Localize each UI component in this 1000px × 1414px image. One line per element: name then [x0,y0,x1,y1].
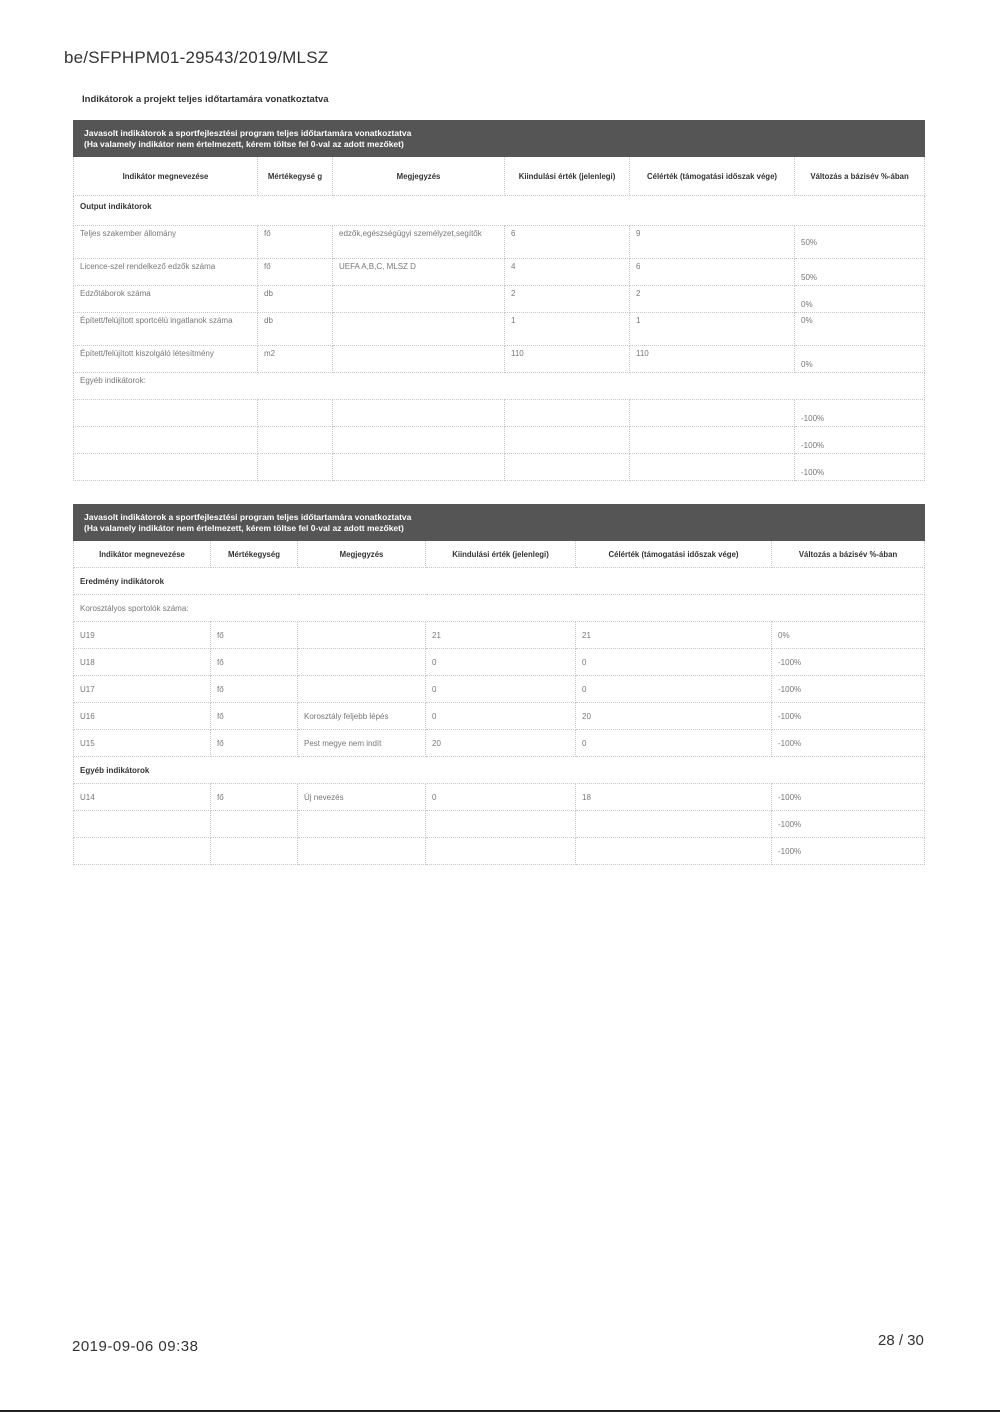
cell-unit [211,811,298,838]
cell-change: -100% [772,703,925,730]
cell-target: 21 [576,622,772,649]
cell-target: 6 [630,259,795,286]
col-header-target: Célérték (támogatási időszak vége) [630,157,795,196]
table-row [74,622,925,649]
cell-unit: m2 [258,346,333,373]
page-subtitle: Indikátorok a projekt teljes időtartamára vonatkoztatva [82,94,329,105]
section-output-label: Output indikátorok [74,196,925,226]
cell-note: Korosztály feljebb lépés [298,703,426,730]
cell-name: Licence-szel rendelkező edzők száma [74,259,258,286]
cell-note [333,286,505,313]
table-title-bar [74,121,925,157]
cell-unit: fő [211,703,298,730]
cell-note [333,313,505,346]
cell-change: -100% [772,730,925,757]
cell-note: Pest megye nem indít [298,730,426,757]
cell-unit: fő [258,259,333,286]
table-row [74,286,925,313]
cell-target: 1 [630,313,795,346]
cell-target: 0 [576,649,772,676]
col-header-change: Változás a bázisév %-ában [795,157,925,196]
cell-unit: fő [211,649,298,676]
cell-name [74,838,211,865]
cell-change: -100% [772,784,925,811]
cell-note [298,649,426,676]
cell-name: Edzőtáborok száma [74,286,258,313]
table-row [74,676,925,703]
cell-change: -100% [772,649,925,676]
cell-unit: fő [211,622,298,649]
cell-change: 0% [795,313,925,346]
cell-name: Épített/felújított sportcélú ingatlanok száma [74,313,258,346]
table-title-line1: Javasolt indikátorok a sportfejlesztési program teljes időtartamára vonatkoztatva [84,128,412,138]
table-row [74,400,925,427]
section-result-label: Eredmény indikátorok [74,568,925,595]
cell-name: Teljes szakember állomány [74,226,258,259]
cell-unit: fő [211,676,298,703]
cell-change: -100% [795,400,925,427]
cell-unit: fő [258,226,333,259]
cell-start: 6 [505,226,630,259]
col-header-name: Indikátor megnevezése [74,541,211,568]
table-header-row [74,157,925,196]
cell-start: 0 [426,784,576,811]
cell-start: 110 [505,346,630,373]
table-row [74,811,925,838]
cell-target: 2 [630,286,795,313]
cell-target: 0 [576,676,772,703]
cell-target: 110 [630,346,795,373]
other-indicators-label: Egyéb indikátorok: [74,373,925,400]
cell-name [74,811,211,838]
cell-name: Épített/felújított kiszolgáló létesítmény [74,346,258,373]
col-header-note: Megjegyzés [333,157,505,196]
cell-change: -100% [795,427,925,454]
cell-change: 50% [795,226,925,259]
col-header-note: Megjegyzés [298,541,426,568]
cell-change: -100% [772,676,925,703]
cell-unit: db [258,286,333,313]
col-header-start: Kiindulási érték (jelenlegi) [505,157,630,196]
cell-start: 4 [505,259,630,286]
cell-unit: fő [211,730,298,757]
cell-note [298,622,426,649]
col-header-unit: Mértékegysé g [258,157,333,196]
page-bottom-border [0,1410,1000,1412]
table-row [74,454,925,481]
result-indicators-table [73,504,925,865]
table-title-line2: (Ha valamely indikátor nem értelmezett, kérem töltse fel 0-val az adott mezőket) [84,523,404,533]
section-row [74,568,925,595]
cell-target: 9 [630,226,795,259]
cell-note [298,676,426,703]
col-header-change: Változás a bázisév %-ában [772,541,925,568]
cell-change: 50% [795,259,925,286]
cell-name: U17 [74,676,211,703]
cell-change: 0% [795,346,925,373]
cell-note: edzők,egészségügyi személyzet,segítők [333,226,505,259]
cell-start: 0 [426,649,576,676]
output-indicators-table [73,120,925,481]
col-header-target: Célérték (támogatási időszak vége) [576,541,772,568]
table-row [74,730,925,757]
cell-unit [211,838,298,865]
cell-target [576,838,772,865]
cell-name: U14 [74,784,211,811]
cell-name: U16 [74,703,211,730]
cell-name: U15 [74,730,211,757]
cell-name: U19 [74,622,211,649]
section-row [74,373,925,400]
table-title-line2: (Ha valamely indikátor nem értelmezett, kérem töltse fel 0-val az adott mezőket) [84,139,404,149]
table-row [74,259,925,286]
table-title-line1: Javasolt indikátorok a sportfejlesztési program teljes időtartamára vonatkoztatva [84,512,412,522]
cell-target: 18 [576,784,772,811]
cell-target: 0 [576,730,772,757]
cell-change: -100% [772,838,925,865]
cell-start: 2 [505,286,630,313]
document-id: be/SFPHPM01-29543/2019/MLSZ [64,48,329,67]
cell-note [298,838,426,865]
cell-unit: db [258,313,333,346]
cell-start: 20 [426,730,576,757]
cell-change: 0% [795,286,925,313]
table-row [74,703,925,730]
cell-note [298,811,426,838]
cell-start [426,811,576,838]
cell-change: 0% [772,622,925,649]
cell-note [333,346,505,373]
cell-start: 21 [426,622,576,649]
table-row [74,649,925,676]
table-row [74,838,925,865]
footer-datetime: 2019-09-06 09:38 [72,1338,199,1355]
cell-unit: fő [211,784,298,811]
cell-target: 20 [576,703,772,730]
cell-name: U18 [74,649,211,676]
footer-page-number: 28 / 30 [878,1332,924,1349]
age-group-label: Korosztályos sportolók száma: [74,595,925,622]
col-header-unit: Mértékegység [211,541,298,568]
cell-start: 1 [505,313,630,346]
section-other-label: Egyéb indikátorok [74,757,925,784]
col-header-name: Indikátor megnevezése [74,157,258,196]
cell-start [426,838,576,865]
table-row [74,346,925,373]
cell-note: Új nevezés [298,784,426,811]
table-row [74,313,925,346]
cell-target [576,811,772,838]
table-row [74,226,925,259]
section-row [74,196,925,226]
table-row [74,427,925,454]
section-row [74,757,925,784]
col-header-start: Kiindulási érték (jelenlegi) [426,541,576,568]
cell-change: -100% [772,811,925,838]
table-title-bar [74,505,925,541]
section-row [74,595,925,622]
cell-change: -100% [795,454,925,481]
cell-start: 0 [426,676,576,703]
cell-start: 0 [426,703,576,730]
table-header-row [74,541,925,568]
cell-note: UEFA A,B,C, MLSZ D [333,259,505,286]
table-row [74,784,925,811]
